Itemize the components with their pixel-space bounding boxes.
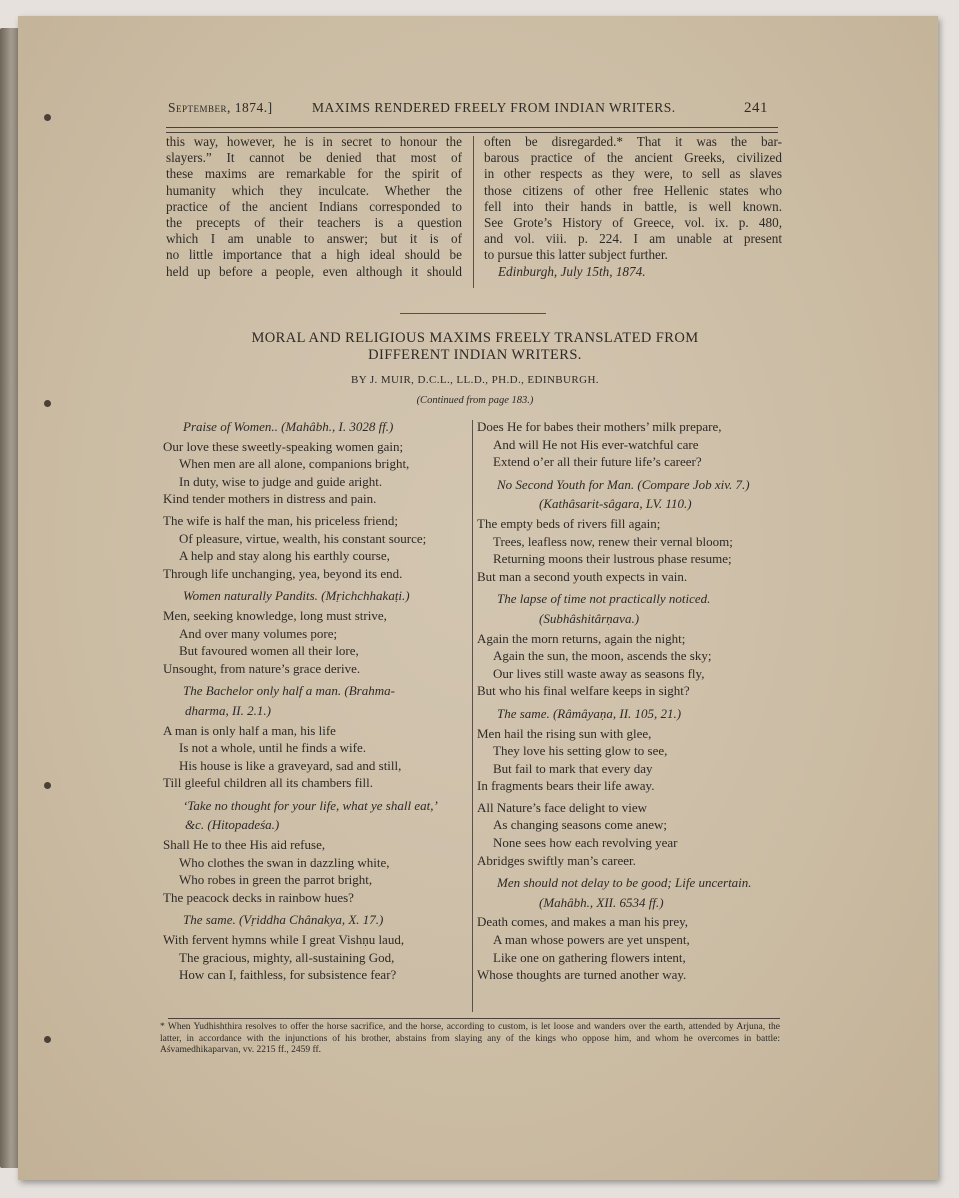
prose-line: these maxims are remarkable for the spirit of bbox=[166, 166, 462, 182]
verse-line: Men hail the rising sun with glee, bbox=[477, 725, 652, 741]
maxim-heading: Men should not delay to be good; Life uncertain. bbox=[497, 875, 752, 891]
verse-line: Through life unchanging, yea, beyond its end. bbox=[163, 565, 403, 581]
footnote-rule bbox=[168, 1018, 780, 1019]
verse-line: Like one on gathering flowers intent, bbox=[493, 949, 686, 965]
header-rule bbox=[166, 127, 778, 133]
verse-line: Shall He to thee His aid refuse, bbox=[163, 837, 326, 853]
maxim-section bbox=[477, 476, 777, 586]
maxim-section bbox=[477, 874, 777, 984]
verse-line: Again the morn returns, again the night; bbox=[477, 630, 686, 646]
page-number: 241 bbox=[744, 100, 768, 116]
maxim-section bbox=[163, 911, 463, 983]
maxim-heading: (Subhâshitârṇava.) bbox=[539, 610, 640, 626]
stanza bbox=[163, 931, 463, 984]
column-divider bbox=[472, 420, 473, 1012]
verse-line: Is not a whole, until he finds a wife. bbox=[179, 740, 367, 756]
stanza bbox=[477, 913, 777, 983]
verse-line: With fervent hymns while I great Vishṇu laud, bbox=[163, 932, 405, 948]
stanza bbox=[163, 512, 463, 582]
prose-line: See Grote’s History of Greece, vol. ix. p. 480, bbox=[484, 215, 782, 231]
maxim-section bbox=[477, 418, 777, 471]
stanza bbox=[477, 799, 777, 869]
stanza bbox=[163, 836, 463, 906]
verse-line: How can I, faithless, for subsistence fear? bbox=[179, 967, 397, 983]
verse-line: Of pleasure, virtue, wealth, his constant source; bbox=[179, 530, 427, 546]
maxim-section bbox=[477, 705, 777, 869]
verse-line: Trees, leafless now, renew their vernal bloom; bbox=[493, 533, 733, 549]
maxim-heading: Women naturally Pandits. (Mṛichchhakaṭi.) bbox=[183, 588, 410, 604]
prose-line: held up before a people, even although it should bbox=[166, 263, 462, 279]
prose-line: which I am unable to answer; but it is of bbox=[166, 231, 462, 247]
section-rule bbox=[400, 313, 546, 314]
stanza bbox=[163, 722, 463, 792]
verse-line: Death comes, and makes a man his prey, bbox=[477, 914, 689, 930]
verse-column-right bbox=[477, 418, 777, 989]
verse-line: When men are all alone, companions bright, bbox=[179, 456, 410, 472]
article-title-line: MORAL AND RELIGIOUS MAXIMS FREELY TRANSLATED FROM bbox=[251, 330, 699, 346]
prose-line: humanity which they inculcate. Whether the bbox=[166, 182, 462, 198]
verse-line: Who robes in green the parrot bright, bbox=[179, 872, 373, 888]
binding-hole bbox=[44, 400, 51, 407]
binding-hole bbox=[44, 1036, 51, 1043]
verse-line: Abridges swiftly man’s career. bbox=[477, 852, 636, 868]
binding-hole bbox=[44, 782, 51, 789]
article-title-line: DIFFERENT INDIAN WRITERS. bbox=[368, 347, 582, 363]
prose-line: barous practice of the ancient Greeks, civilized bbox=[484, 150, 782, 166]
verse-line: His house is like a graveyard, sad and still, bbox=[179, 757, 402, 773]
verse-line: But fail to mark that every day bbox=[493, 760, 653, 776]
prose-line: this way, however, he is in secret to honour the bbox=[166, 134, 462, 149]
maxim-section bbox=[163, 587, 463, 677]
prose-line: slayers.” It cannot be denied that most of bbox=[166, 150, 462, 166]
maxim-heading: The lapse of time not practically noticed. bbox=[497, 591, 711, 607]
maxim-section bbox=[163, 797, 463, 907]
verse-line: And over many volumes pore; bbox=[179, 625, 338, 641]
verse-line: And will He not His ever-watchful care bbox=[493, 436, 699, 452]
prose-line: those citizens of other free Hellenic states who bbox=[484, 182, 782, 198]
header-title: MAXIMS RENDERED FREELY FROM INDIAN WRITERS. bbox=[312, 100, 676, 115]
left-page-edge bbox=[0, 28, 20, 1168]
verse-line: In duty, wise to judge and guide aright. bbox=[179, 473, 383, 489]
verse-line: Who clothes the swan in dazzling white, bbox=[179, 854, 390, 870]
stanza bbox=[477, 515, 777, 585]
maxim-heading: &c. (Hitopadeśa.) bbox=[185, 817, 280, 833]
verse-line: The wife is half the man, his priceless friend; bbox=[163, 512, 399, 528]
stanza bbox=[477, 725, 777, 795]
column-divider bbox=[473, 136, 474, 288]
verse-line: Till gleeful children all its chambers fill. bbox=[163, 775, 374, 791]
verse-line: They love his setting glow to see, bbox=[493, 743, 668, 759]
byline: BY J. MUIR, D.C.L., LL.D., PH.D., EDINBURGH. bbox=[351, 374, 599, 386]
verse-line: Kind tender mothers in distress and pain. bbox=[163, 491, 377, 507]
prose-line: no little importance that a high ideal should be bbox=[166, 247, 462, 263]
prose-line: practice of the ancient Indians corresponded to bbox=[166, 198, 462, 214]
verse-line: Does He for babes their mothers’ milk prepare, bbox=[477, 419, 722, 434]
binding-hole bbox=[44, 114, 51, 121]
signoff: Edinburgh, July 15th, 1874. bbox=[498, 263, 646, 279]
verse-line: None sees how each revolving year bbox=[493, 835, 678, 851]
prose-line: the precepts of their teachers is a question bbox=[166, 215, 462, 231]
verse-line: Men, seeking knowledge, long must strive, bbox=[163, 607, 387, 623]
verse-line: Unsought, from nature’s grace derive. bbox=[163, 660, 361, 676]
verse-line: But who his final welfare keeps in sight? bbox=[477, 683, 690, 699]
prose-line: often be disregarded.* That it was the bar- bbox=[484, 134, 782, 149]
maxim-heading: (Mahâbh., XII. 6534 ff.) bbox=[539, 894, 664, 910]
stanza bbox=[477, 418, 777, 471]
footnote: * When Yudhishthira resolves to offer the horse sacrifice, and the horse, according to custom, is let loose and wanders over the earth, attended by Arjuna, the latter, in accordance with the injunctions of his brother, abstains from slaying any of the kings who oppose him, and whom he overcomes in battle: Aśvamedhikaparvan, vv. 2215 ff., 2459 ff. bbox=[160, 1022, 780, 1055]
maxim-heading: The Bachelor only half a man. (Brahma- bbox=[183, 683, 395, 699]
prose-line: to pursue this latter subject further. bbox=[484, 247, 668, 263]
verse-line: A help and stay along his earthly course, bbox=[179, 548, 390, 564]
prose-line: and vol. viii. p. 224. I am unable at present bbox=[484, 231, 782, 247]
verse-line: The gracious, mighty, all-sustaining God, bbox=[179, 949, 395, 965]
verse-line: The empty beds of rivers fill again; bbox=[477, 515, 661, 531]
maxim-heading: (Kathâsarit-sâgara, LV. 110.) bbox=[539, 496, 692, 512]
running-header bbox=[168, 100, 768, 122]
verse-line: But favoured women all their lore, bbox=[179, 643, 359, 659]
verse-column-left bbox=[163, 418, 463, 989]
maxim-heading: The same. (Râmâyaṇa, II. 105, 21.) bbox=[497, 705, 682, 721]
header-date: September, 1874.] bbox=[168, 100, 273, 115]
verse-line: In fragments bears their life away. bbox=[477, 778, 655, 794]
verse-line: But man a second youth expects in vain. bbox=[477, 568, 688, 584]
continued-note: (Continued from page 183.) bbox=[416, 395, 534, 406]
prior-text-left bbox=[166, 134, 462, 280]
verse-line: As changing seasons come anew; bbox=[493, 817, 668, 833]
stanza bbox=[477, 630, 777, 700]
maxim-section bbox=[477, 590, 777, 700]
prose-line: fell into their hands in battle, is well known. bbox=[484, 198, 782, 214]
article-title bbox=[200, 330, 750, 364]
maxim-heading: dharma, II. 2.1.) bbox=[185, 702, 271, 718]
maxim-heading: The same. (Vṛiddha Chânakya, X. 17.) bbox=[183, 912, 384, 928]
verse-line: Extend o’er all their future life’s career? bbox=[493, 454, 702, 470]
maxim-section bbox=[163, 682, 463, 792]
maxim-heading: No Second Youth for Man. (Compare Job xiv. 7.) bbox=[497, 476, 750, 492]
stanza bbox=[163, 607, 463, 677]
verse-line: Again the sun, the moon, ascends the sky; bbox=[493, 648, 712, 664]
verse-line: Whose thoughts are turned another way. bbox=[477, 967, 687, 983]
verse-line: A man is only half a man, his life bbox=[163, 722, 336, 738]
maxim-heading: Praise of Women.. (Mahâbh., I. 3028 ff.) bbox=[183, 419, 394, 434]
prose-line: in other respects as they were, to sell as slaves bbox=[484, 166, 782, 182]
verse-line: Our love these sweetly-speaking women gain; bbox=[163, 438, 404, 454]
verse-line: A man whose powers are yet unspent, bbox=[493, 932, 690, 948]
verse-line: Returning moons their lustrous phase resume; bbox=[493, 551, 732, 567]
maxim-heading: ‘Take no thought for your life, what ye shall eat,’ bbox=[183, 797, 438, 813]
verse-line: The peacock decks in rainbow hues? bbox=[163, 889, 354, 905]
maxim-section bbox=[163, 418, 463, 582]
prior-text-right bbox=[484, 134, 782, 280]
verse-line: Our lives still waste away as seasons fly, bbox=[493, 665, 705, 681]
verse-line: All Nature’s face delight to view bbox=[477, 799, 648, 815]
stanza bbox=[163, 438, 463, 508]
